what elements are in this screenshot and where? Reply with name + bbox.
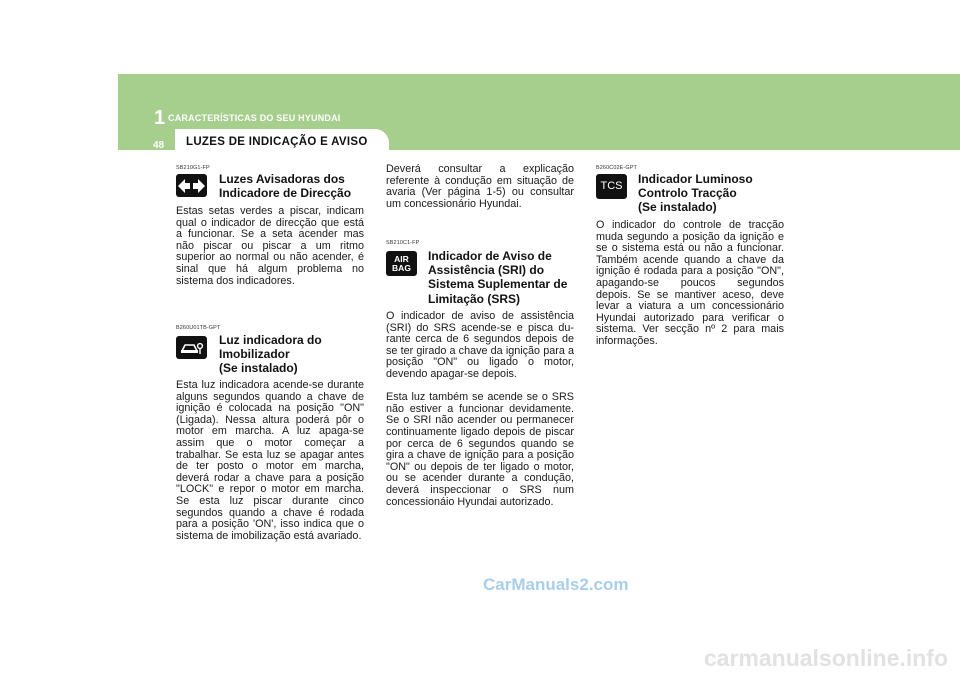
immobilizer-text: Esta luz indicadora acende-se durante alguns segundos quando a chave de ignição é colocada na posição "ON" (Ligada). Nessa altura poderá pôr o motor em marcha. A luz apaga-se assim que o motor começar a trabalhar. Se esta luz se apagar antes de ter posto o motor em marcha, deverá rodar a chave para a posição "LOCK" e repor o motor em marcha. Se esta luz piscar durante cinco segundos quando a chave é rodada para a posição 'ON', isso indica que o sistema de imobilização está avariado.: [176, 379, 364, 542]
tcs-text: O indicador do controle de tracção muda segundo a posição da ignição e se o sistema está ou não a funcionar. Também acende quando a chave da ignição é rodada para a posição "ON", apagando-se poucos segundos depois. Se se mantiver aceso, deve levar a viatura a um concessionário Hyundai autorizado para verificar o sistema. Ver secção nº 2 para mais informações.: [596, 219, 784, 347]
immobilizer-car-key-icon: [176, 336, 207, 359]
tcs-heading: Indicador Luminoso Controlo Tracção (Se instalado): [638, 172, 753, 215]
section-title: LUZES DE INDICAÇÃO E AVISO: [186, 136, 368, 148]
tcs-icon: TCS: [596, 174, 627, 199]
section-code: SB210G1-FP: [176, 165, 210, 171]
chapter-number: 1: [154, 107, 166, 129]
air-bag-icon: AIR BAG: [386, 251, 417, 276]
section-code: B260C02E-GPT: [596, 165, 637, 171]
page-number: 48: [153, 140, 165, 151]
srs-text: O indicador de aviso de assistência (SRI) do SRS acende-se e pisca du-rante cerca de 6 segundos depois de se ter girado a chave da ignição para a posição "ON" ou ligado o motor, devendo apagar-se depois. Esta luz também se acende se o SRS não estiver a funcionar devidamente. Se o SRI não acender ou permanecer continuamente ligado depois de piscar por cerca de 6 segundos quando se gira a chave de ignição para a posição "ON" ou depois de ter ligado o motor, ou se acender durante a condução, deverá inspeccionar o SRS num concessionáio Hyundai autorizado.: [386, 310, 574, 508]
section-code: B260U01TB-GPT: [176, 325, 221, 331]
srs-heading: Indicador de Aviso de Assistência (SRI) do Sistema Suplementar de Limitação (SRS): [428, 249, 568, 306]
turn-signal-text: Estas setas verdes a piscar, indicam qual o indicador de direcção que está a funcionar. Se a seta acender mas não piscar ou piscar a um ritmo superior ao normal ou não acender, é sinal que há algum problema no sistema dos indicadores.: [176, 205, 364, 287]
watermark[interactable]: carmanualsonline.info: [703, 645, 948, 671]
malfunction-reference-text: Deverá consultar a explicação referente à condução em situação de avaria (Ver página 1-5) ou consultar um concessionário Hyundai.: [386, 163, 574, 210]
immobilizer-heading: Luz indicadora do Imobilizador (Se instalado): [219, 333, 322, 376]
turn-signal-heading: Luzes Avisadoras dos Indicadore de Direcção: [219, 172, 352, 201]
chapter-title: CARACTERÍSTICAS DO SEU HYUNDAI: [168, 113, 341, 123]
turn-signal-arrows-icon: [176, 174, 207, 197]
section-code: SB210C1-FP: [386, 240, 420, 246]
watermark[interactable]: CarManuals2.com: [483, 575, 629, 594]
